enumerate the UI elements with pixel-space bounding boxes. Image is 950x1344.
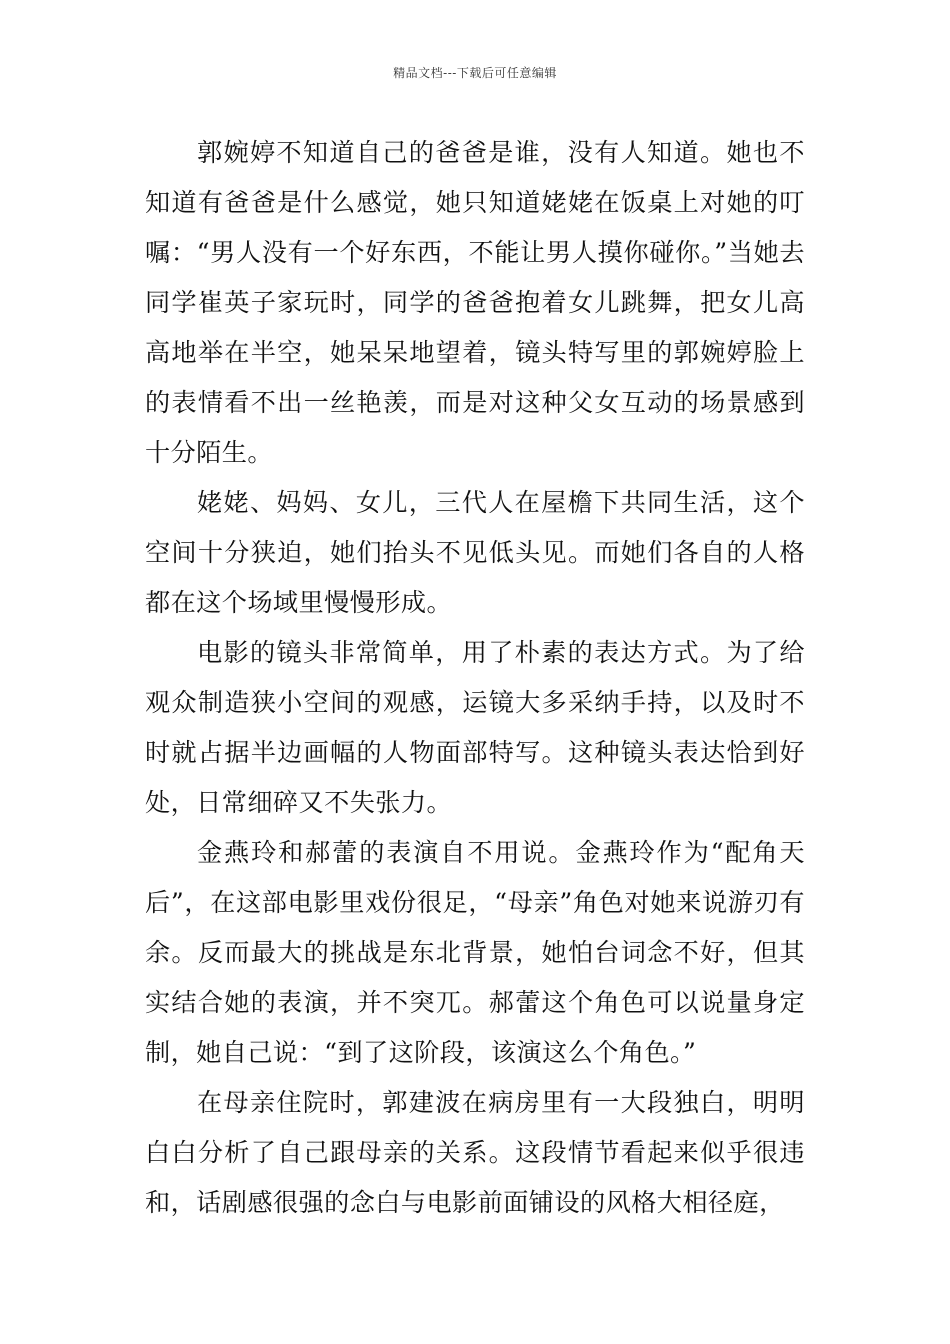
paragraph-3: 电影的镜头非常简单，用了朴素的表达方式。为了给观众制造狭小空间的观感，运镜大多采纳手持，以及时不时就占据半边画幅的人物面部特写。这种镜头表达恰到好处，日常细碎又不失张力。 bbox=[145, 638, 805, 817]
paragraph-1: 郭婉婷不知道自己的爸爸是谁，没有人知道。她也不知道有爸爸是什么感觉，她只知道姥姥在饭桌上对她的叮嘱：“男人没有一个好东西，不能让男人摸你碰你。”当她去同学崔英子家玩时，同学的爸爸抱着女儿跳舞，把女儿高高地举在半空，她呆呆地望着，镜头特写里的郭婉婷脸上的表情看不出一丝艳羡，而是对这种父女互动的场景感到十分陌生。 bbox=[145, 138, 805, 467]
paragraph-4: 金燕玲和郝蕾的表演自不用说。金燕玲作为“配角天后”，在这部电影里戏份很足，“母亲”角色对她来说游刃有余。反而最大的挑战是东北背景，她怕台词念不好，但其实结合她的表演，并不突兀。郝蕾这个角色可以说量身定制，她自己说：“到了这阶段，该演这么个角色。” bbox=[145, 838, 805, 1067]
paragraph-2: 姥姥、妈妈、女儿，三代人在屋檐下共同生活，这个空间十分狭迫，她们抬头不见低头见。而她们各自的人格都在这个场域里慢慢形成。 bbox=[145, 488, 805, 617]
page-header: 精品文档---下载后可任意编辑 bbox=[393, 66, 557, 80]
paragraph-5: 在母亲住院时，郭建波在病房里有一大段独白，明明白白分析了自己跟母亲的关系。这段情节看起来似乎很违和，话剧感很强的念白与电影前面铺设的风格大相径庭， bbox=[145, 1088, 805, 1217]
article-body bbox=[145, 128, 805, 1228]
